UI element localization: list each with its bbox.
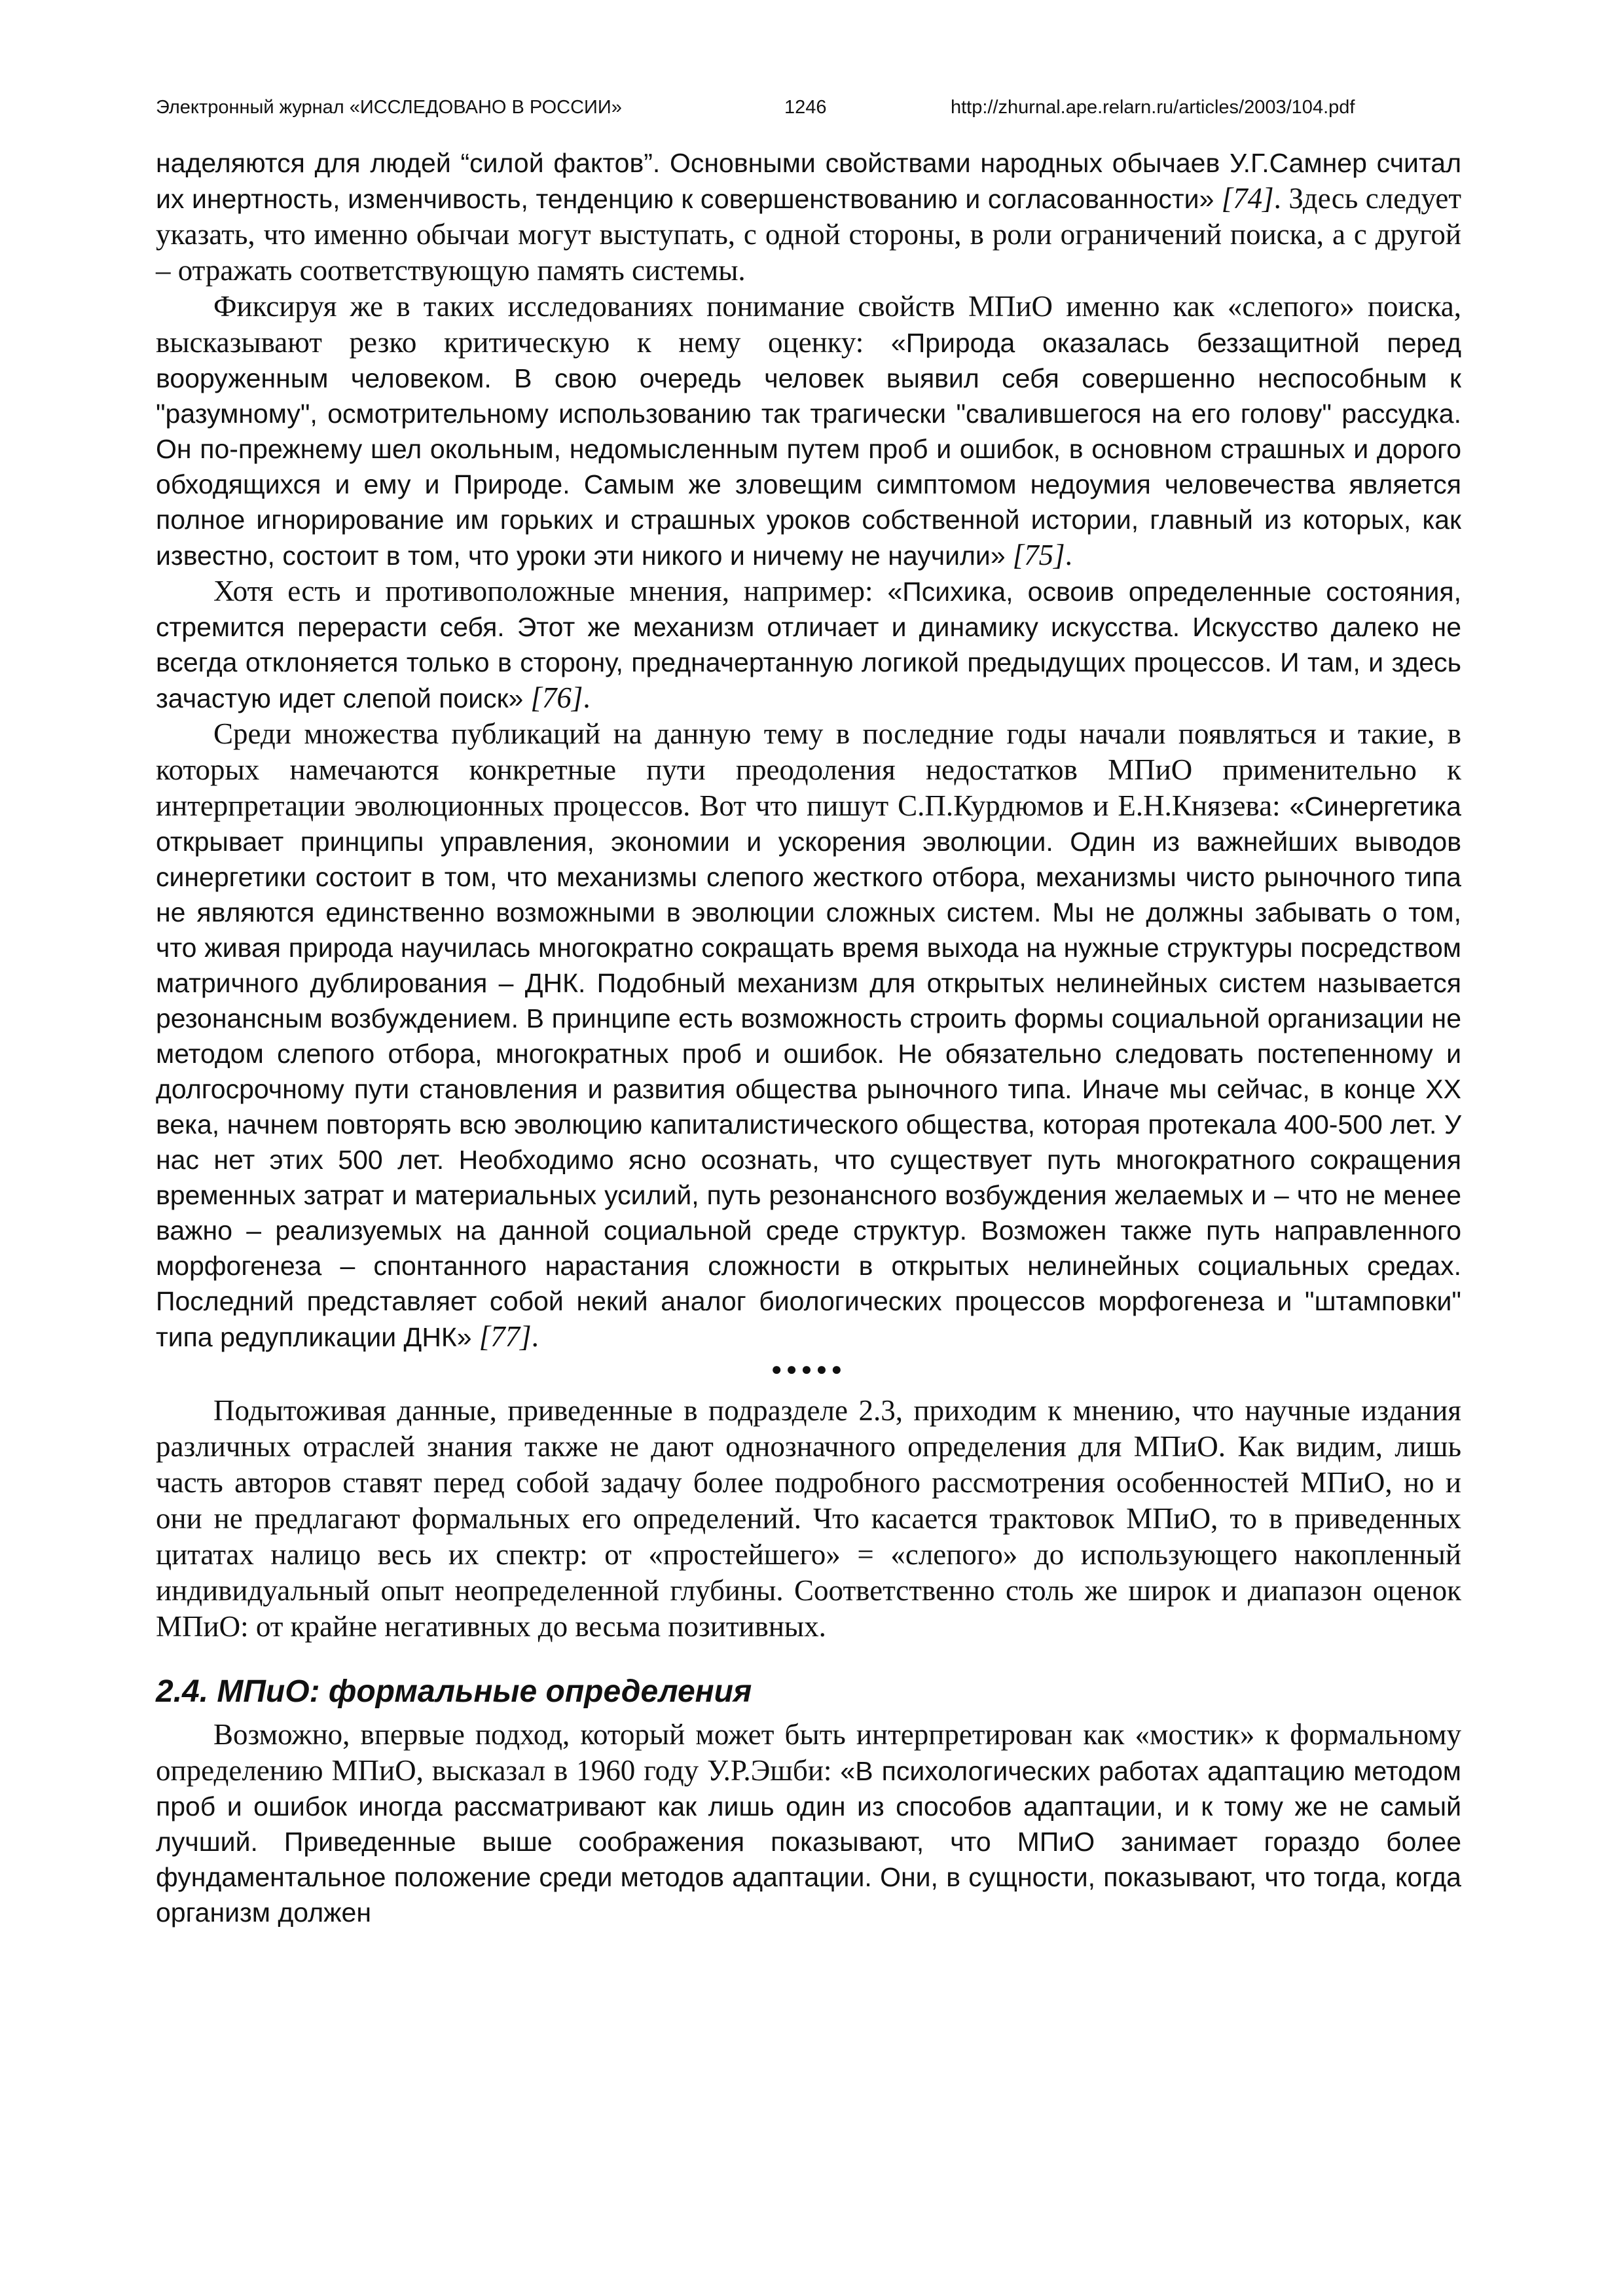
paragraph-text: Среди множества публикаций на данную тему в последние годы начали появляться и такие, в которых намечаются конкретные пути преодоления недостатков МПиО применительно к интерпретации эволюционных процессов. Вот что пишут С.П.Курдюмов и Е.Н.Князева: bbox=[156, 717, 1461, 822]
citation-75: [75] bbox=[1012, 539, 1065, 571]
paragraph-4 bbox=[156, 716, 1461, 1355]
citation-74: [74] bbox=[1221, 182, 1274, 215]
citation-76: [76] bbox=[530, 681, 583, 714]
paragraph-end: . bbox=[1065, 539, 1072, 571]
paragraph-end: . bbox=[531, 1320, 539, 1353]
body-text bbox=[156, 145, 1461, 1930]
header-url: http://zhurnal.ape.relarn.ru/articles/2003/104.pdf bbox=[951, 97, 1355, 118]
paragraph-end: . bbox=[583, 681, 591, 714]
header-journal-title: Электронный журнал «ИССЛЕДОВАНО В РОССИИ» bbox=[156, 97, 622, 118]
section-separator: ●●●●● bbox=[771, 1359, 847, 1379]
paragraph-text: Хотя есть и противоположные мнения, например: bbox=[213, 575, 888, 607]
paragraph-text: Возможно, впервые подход, который может быть интерпретирован как «мостик» к формальному определению МПиО, высказал в 1960 году У.Р.Эшби: bbox=[156, 1718, 1461, 1787]
paragraph-text: Подытоживая данные, приведенные в подразделе 2.3, приходим к мнению, что научные издания различных отраслей знания также не дают однозначного определения для МПиО. Как видим, лишь часть авторов ставят перед собой задачу более подробного рассмотрения особенностей МПиО, но и они не предлагают формальных его определений. Что касается трактовок МПиО, то в приведенных цитатах налицо весь их спектр: от «простейшего» = «слепого» до использующего накопленный индивидуальный опыт неопределенной глубины. Соответственно столь же широк и диапазон оценок МПиО: от крайне негативных до весьма позитивных. bbox=[156, 1394, 1461, 1643]
paragraph-2 bbox=[156, 289, 1461, 573]
quote-text: наделяются для людей “силой фактов”. Основными свойствами народных обычаев У.Г.Самнер считал их инертность, изменчивость, тенденцию к совершенствованию и согласованности» bbox=[156, 148, 1461, 214]
quote-text: «Психика, освоив определенные состояния, стремится перерасти себя. Этот же механизм отличает и динамику искусства. Искусство далеко не всегда отклоняется только в сторону, предначертанную логикой предыдущих процессов. И там, и здесь зачастую идет слепой поиск» bbox=[156, 577, 1462, 713]
section-heading: 2.4. МПиО: формальные определения bbox=[156, 1674, 752, 1709]
paragraph-text: . Здесь следует указать, что именно обычаи могут выступать, с одной стороны, в роли ограничений поиска, а с другой – отражать соответствующую память системы. bbox=[156, 182, 1462, 287]
paragraph-1 bbox=[156, 145, 1461, 289]
paragraph-3 bbox=[156, 573, 1461, 716]
quote-text: «Природа оказалась беззащитной перед вооруженным человеком. В свою очередь человек выявил себя совершенно неспособным к "разумному", осмотрительному использованию так трагически "свалившегося на его голову" рассудка. Он по-прежнему шел окольным, недомысленным путем проб и ошибок, в основном страшных и дорого обходящихся и ему и Природе. Самым же зловещим симптомом недоумия человечества является полное игнорирование им горьких и страшных уроков собственной истории, главный из которых, как известно, состоит в том, что уроки эти никого и ничему не научили» bbox=[156, 328, 1461, 571]
quote-text: «Синергетика открывает принципы управления, экономии и ускорения эволюции. Один из важнейших выводов синергетики состоит в том, что механизмы слепого жесткого отбора, механизмы чисто рыночного типа не являются единственно возможными в эволюции сложных систем. Мы не должны забывать о том, что живая природа научилась многократно сокращать время выхода на нужные структуры посредством матричного дублирования – ДНК. Подобный механизм для открытых нелинейных систем называется резонансным возбуждением. В принципе есть возможность строить формы социальной организации не методом слепого отбора, многократных проб и ошибок. Не обязательно следовать постепенному и долгосрочному пути становления и развития общества рыночного типа. Иначе мы сейчас, в конце XX века, начнем повторять всю эволюцию капиталистического общества, которая протекала 400-500 лет. У нас нет этих 500 лет. Необходимо ясно осознать, что существует путь многократного сокращения временных затрат и материальных усилий, путь резонансного возбуждения желаемых и – что не менее важно – реализуемых на данной социальной среде структур. Возможен также путь направленного морфогенеза – спонтанного нарастания сложности в открытых нелинейных социальных средах. Последний представляет собой некий аналог биологических процессов морфогенеза и "штамповки" типа редупликации ДНК» bbox=[156, 791, 1461, 1352]
paragraph-5 bbox=[156, 1393, 1461, 1645]
paragraph-6 bbox=[156, 1717, 1461, 1930]
quote-text: «В психологических работах адаптацию методом проб и ошибок иногда рассматривают как лишь один из способов адаптации, и к тому же не самый лучший. Приведенные выше соображения показывают, что МПиО занимает гораздо более фундаментальное положение среди методов адаптации. Они, в сущности, показывают, что тогда, когда организм должен bbox=[156, 1756, 1461, 1928]
running-header bbox=[156, 97, 1432, 123]
header-page-number: 1246 bbox=[784, 97, 827, 118]
paragraph-text: Фиксируя же в таких исследованиях понимание свойств МПиО именно как «слепого» поиска, высказывают резко критическую к нему оценку: bbox=[156, 290, 1461, 359]
citation-77: [77] bbox=[479, 1320, 532, 1353]
